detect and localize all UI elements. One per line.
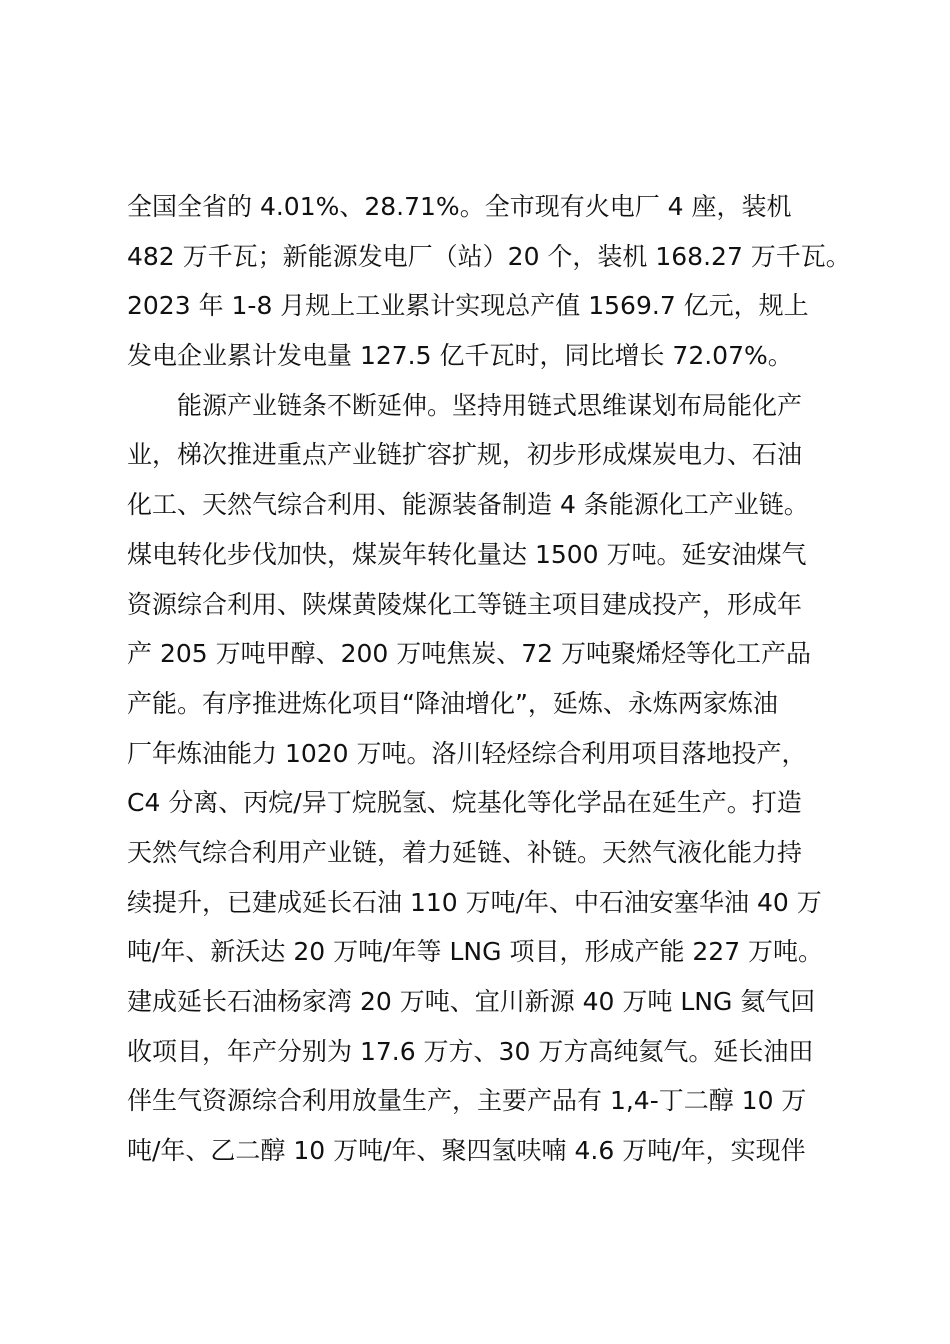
text-line: 产 205 万吨甲醇、200 万吨焦炭、72 万吨聚烯烃等化工产品 — [127, 639, 812, 669]
text-line: 产能。有序推进炼化项目“降油增化”，延炼、永炼两家炼油 — [127, 688, 778, 718]
text-line: 资源综合利用、陕煤黄陵煤化工等链主项目建成投产，形成年 — [127, 589, 803, 619]
text-line: 伴生气资源综合利用放量生产，主要产品有 1,4-丁二醇 10 万 — [127, 1086, 807, 1116]
text-line: 建成延长石油杨家湾 20 万吨、宜川新源 40 万吨 LNG 氦气回 — [127, 987, 816, 1016]
text-line: 吨/年、乙二醇 10 万吨/年、聚四氢呋喃 4.6 万吨/年，实现伴 — [127, 1136, 806, 1166]
text-line: 能源产业链条不断延伸。坚持用链式思维谋划布局能化产 — [177, 390, 803, 420]
paragraph-2 — [127, 381, 847, 1176]
text-line: 煤电转化步伐加快，煤炭年转化量达 1500 万吨。延安油煤气 — [127, 539, 807, 569]
text-line: 业，梯次推进重点产业链扩容扩规，初步形成煤炭电力、石油 — [127, 440, 803, 470]
text-line: 2023 年 1-8 月规上工业累计实现总产值 1569.7 亿元，规上 — [127, 291, 809, 321]
text-line: 续提升，已建成延长石油 110 万吨/年、中石油安塞华油 40 万 — [127, 887, 822, 917]
text-line: 发电企业累计发电量 127.5 亿千瓦时，同比增长 72.07%。 — [127, 341, 793, 371]
paragraph-1 — [127, 182, 851, 381]
text-line: C4 分离、丙烷/异丁烷脱氢、烷基化等化学品在延生产。打造 — [127, 788, 802, 818]
text-line: 厂年炼油能力 1020 万吨。洛川轻烃综合利用项目落地投产， — [127, 738, 807, 768]
body-text — [127, 182, 851, 1176]
text-line: 全国全省的 4.01%、28.71%。全市现有火电厂 4 座，装机 — [127, 192, 792, 221]
text-line: 化工、天然气综合利用、能源装备制造 4 条能源化工产业链。 — [127, 490, 809, 520]
text-line: 天然气综合利用产业链，着力延链、补链。天然气液化能力持 — [127, 837, 803, 867]
text-line: 482 万千瓦；新能源发电厂（站）20 个，装机 168.27 万千瓦。 — [127, 241, 851, 271]
text-line: 吨/年、新沃达 20 万吨/年等 LNG 项目，形成产能 227 万吨。 — [127, 937, 824, 967]
text-line: 收项目，年产分别为 17.6 万方、30 万方高纯氦气。延长油田 — [127, 1036, 814, 1066]
